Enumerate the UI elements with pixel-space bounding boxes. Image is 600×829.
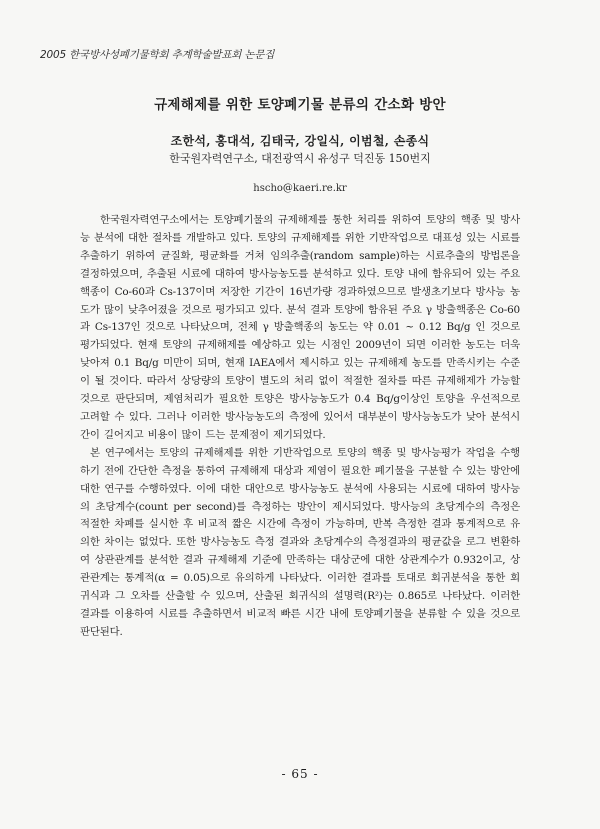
author-affiliation: 한국원자력연구소, 대전광역시 유성구 덕진동 150번지 [169,152,431,165]
author-list: 조한석, 홍대석, 김태국, 강일식, 이범철, 손종식 [170,134,430,148]
abstract-paragraph: 한국원자력연구소에서는 토양폐기물의 규제해제를 통한 처리를 위하여 토양의 핵종 및 방사능 분석에 대한 절차를 개발하고 있다. 토양의 규제해제를 위한 기반작업으로 대표성 있는 시료를 추출하기 위하여 균질화, 평균화를 거쳐 임의추출(random sample)하는 시료추출의 방법론을 결정하였으며, 추출된 시료에 대하여 방사능농도를 분석하고 있다. 토양 내에 함유되어 있는 주요 핵종이 Co-60과 Cs-137이며 저장한 기간이 16년가량 경과하였으므로 발생초기보다 방사능 농도가 많이 낮추어졌을 것으로 평가되고 있다. 분석 결과 토양에 함유된 주요 γ 방출핵종은 Co-60과 Cs-137인 것으로 나타났으며, 전체 γ 방출핵종의 농도는 약 0.01 ~ 0.12 Bq/g 인 것으로 평가되었다. 현재 토양의 규제해제를 예상하고 있는 시점인 2009년이 되면 이러한 농도는 더욱 낮아져 0.1 Bq/g 미만이 되며, 현재 IAEA에서 제시하고 있는 규제해제 농도를 만족시키는 수준이 될 것이다. 따라서 상당량의 토양이 별도의 처리 없이 적절한 절차를 따른 규제해제가 가능할 것으로 판단되며, 제염처리가 필요한 토양은 방사능농도가 0.4 Bq/g이상인 토양을 우선적으로 고려할 수 있다. 그러나 이러한 방사능농도의 측정에 있어서 대부분이 방사능농도가 낮아 분석시간이 길어지고 비용이 많이 드는 문제점이 제기되었다. [80,214,520,441]
abstract-body [80,212,520,642]
running-header: 2005 한국방사성폐기물학회 추계학술발표회 논문집 [40,49,275,61]
contact-email: hscho@kaeri.re.kr [253,183,347,194]
abstract-paragraph: 본 연구에서는 토양의 규제해제를 위한 기반작업으로 토양의 핵종 및 방사능평가 작업을 수행하기 전에 간단한 측정을 통하여 규제해제 대상과 제염이 필요한 폐기물을 구분할 수 있는 방안에 대한 연구를 수행하였다. 이에 대한 대안으로 방사능농도 분석에 사용되는 시료에 대하여 방사능의 초당계수(count per second)를 측정하는 방안이 제시되었다. 방사능의 초당계수의 측정은 적절한 차폐를 실시한 후 비교적 짧은 시간에 측정이 가능하며, 반복 측정한 결과 통계적으로 유의한 차이는 없었다. 또한 방사능농도 측정 결과와 초당계수의 측정결과의 평균값을 로그 변환하여 상관관계를 분석한 결과 규제해제 기준에 만족하는 대상군에 대한 상관계수가 0.932이고, 상관관계는 통계적(α = 0.05)으로 유의하게 나타났다. 이러한 결과를 토대로 회귀분석을 통한 회귀식과 그 오차를 산출할 수 있으며, 산출된 회귀식의 설명력(R²)는 0.865로 나타났다. 이러한 결과를 이용하여 시료를 추출하면서 비교적 빠른 시간 내에 토양폐기물을 분류할 수 있을 것으로 판단된다. [80,446,520,638]
paper-title: 규제해제를 위한 토양폐기물 분류의 간소화 방안 [154,97,446,113]
page-number: - 65 - [281,767,319,781]
